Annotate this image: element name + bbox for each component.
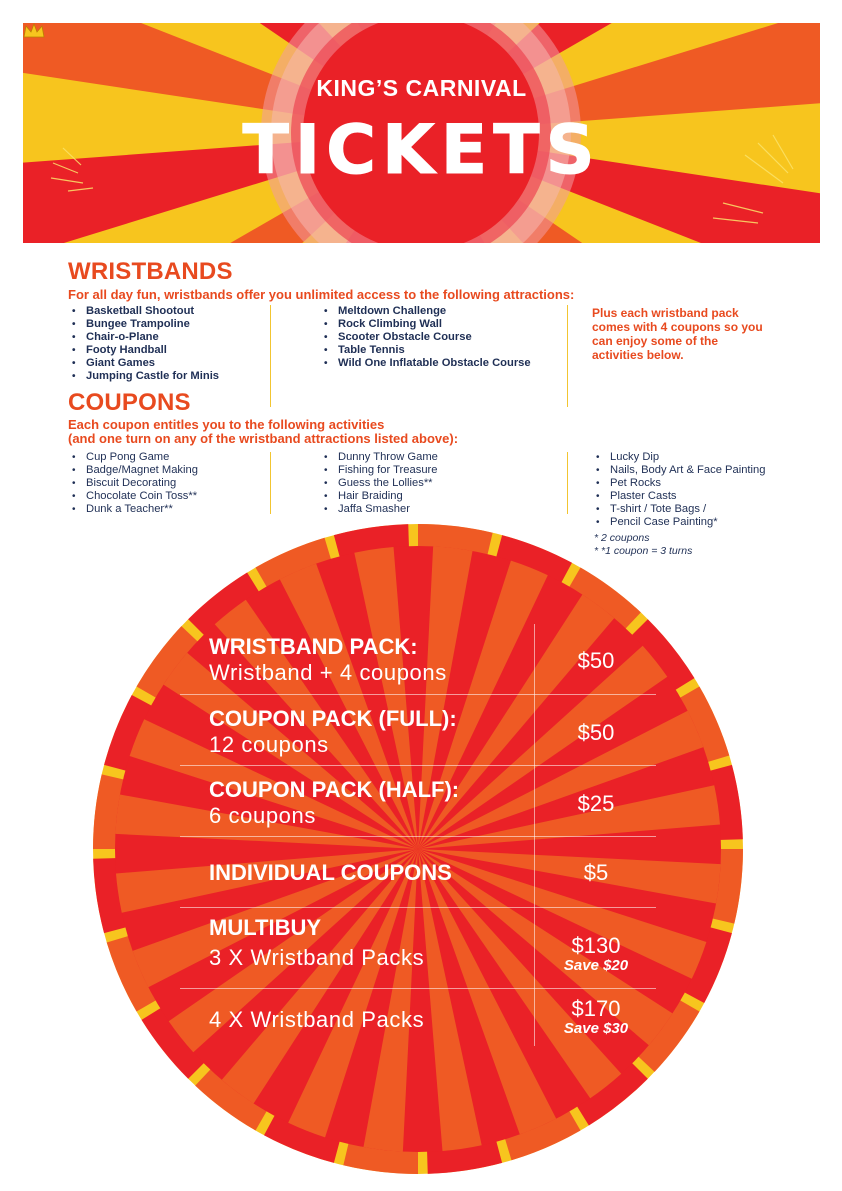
price-row-multibuy-4 — [180, 996, 656, 1056]
price-wheel — [93, 524, 743, 1174]
list-item: • Bungee Trampoline — [86, 318, 219, 331]
wristband-list-2 — [324, 305, 531, 370]
price-row-desc: 12 coupons — [209, 732, 329, 757]
page-title: TICKETS — [242, 111, 601, 190]
wristbands-intro: For all day fun, wristbands offer you unlimited access to the following attractions: — [68, 287, 575, 302]
coupons-intro-2: (and one turn on any of the wristband attractions listed above): — [68, 431, 459, 446]
header-banner — [23, 23, 820, 243]
wristbands-heading: WRISTBANDS — [68, 258, 233, 285]
list-item: • Pencil Case Painting* — [610, 516, 765, 529]
list-item: • Cup Pong Game — [86, 451, 198, 464]
price-row-coupon-full — [180, 706, 656, 766]
list-item: • Meltdown Challenge — [338, 305, 531, 318]
price-row-coupon-half — [180, 777, 656, 837]
list-item: • Chocolate Coin Toss** — [86, 490, 198, 503]
price-row-desc: 6 coupons — [209, 803, 316, 828]
wristband-list-1 — [72, 305, 219, 383]
price-value: $50 — [577, 720, 615, 745]
price-value: $50 — [577, 648, 615, 673]
price-row-multibuy-3 — [180, 915, 656, 975]
list-item: • T-shirt / Tote Bags / — [610, 503, 765, 516]
price-row-desc: Wristband + 4 coupons — [209, 660, 447, 685]
list-item: • Rock Climbing Wall — [338, 318, 531, 331]
price-row-desc: 4 X Wristband Packs — [209, 1007, 425, 1032]
price-row-wristband-pack — [180, 634, 656, 694]
crown-icon — [23, 23, 45, 39]
list-item: • Nails, Body Art & Face Painting — [610, 464, 765, 477]
divider — [180, 907, 656, 908]
price-row-name: COUPON PACK (HALF): — [209, 777, 460, 802]
wristband-note: Plus each wristband pack comes with 4 coupons so you can enjoy some of the activities below. — [592, 306, 763, 362]
coupon-list-3 — [596, 451, 765, 529]
list-item: • Fishing for Treasure — [338, 464, 438, 477]
price-value: $25 — [577, 791, 615, 816]
footnote-two-coupons: * 2 coupons — [594, 532, 650, 544]
brand-logo-text: KING’S CARNIVAL — [316, 75, 527, 101]
footnote-three-turns: * *1 coupon = 3 turns — [594, 545, 693, 557]
divider — [180, 836, 656, 837]
coupons-heading: COUPONS — [68, 389, 191, 416]
column-divider — [567, 452, 568, 514]
list-item: • Giant Games — [86, 357, 219, 370]
divider — [180, 988, 656, 989]
price-row-name: MULTIBUY — [209, 915, 322, 940]
price-row-desc: 3 X Wristband Packs — [209, 945, 425, 970]
divider — [180, 765, 656, 766]
list-item: • Table Tennis — [338, 344, 531, 357]
list-item: • Chair-o-Plane — [86, 331, 219, 344]
list-item: • Plaster Casts — [610, 490, 765, 503]
list-item: • Jumping Castle for Minis — [86, 370, 219, 383]
list-item: • Dunk a Teacher** — [86, 503, 198, 516]
price-value: $170 — [571, 996, 621, 1021]
list-item: • Basketball Shootout — [86, 305, 219, 318]
price-row-name: COUPON PACK (FULL): — [209, 706, 457, 731]
list-item: • Lucky Dip — [610, 451, 765, 464]
coupons-intro-1: Each coupon entitles you to the following activities — [68, 417, 385, 432]
list-item: • Biscuit Decorating — [86, 477, 198, 490]
list-item: • Wild One Inflatable Obstacle Course — [338, 357, 531, 370]
price-value: $130 — [571, 933, 621, 958]
divider — [180, 694, 656, 695]
column-divider — [270, 452, 271, 514]
list-item: • Badge/Magnet Making — [86, 464, 198, 477]
list-item: • Guess the Lollies** — [338, 477, 438, 490]
savings-label: Save $20 — [563, 957, 629, 974]
column-divider — [270, 305, 271, 407]
price-row-name: INDIVIDUAL COUPONS — [209, 860, 452, 885]
price-row-name: WRISTBAND PACK: — [209, 634, 418, 659]
list-item: • Jaffa Smasher — [338, 503, 438, 516]
list-item: • Pet Rocks — [610, 477, 765, 490]
coupon-list-1 — [72, 451, 198, 516]
price-row-individual — [180, 860, 656, 900]
list-item: • Hair Braiding — [338, 490, 438, 503]
list-item: • Dunny Throw Game — [338, 451, 438, 464]
coupon-list-2 — [324, 451, 438, 516]
column-divider — [567, 305, 568, 407]
list-item: • Footy Handball — [86, 344, 219, 357]
list-item: • Scooter Obstacle Course — [338, 331, 531, 344]
savings-label: Save $30 — [563, 1020, 629, 1037]
price-value: $5 — [583, 860, 609, 885]
